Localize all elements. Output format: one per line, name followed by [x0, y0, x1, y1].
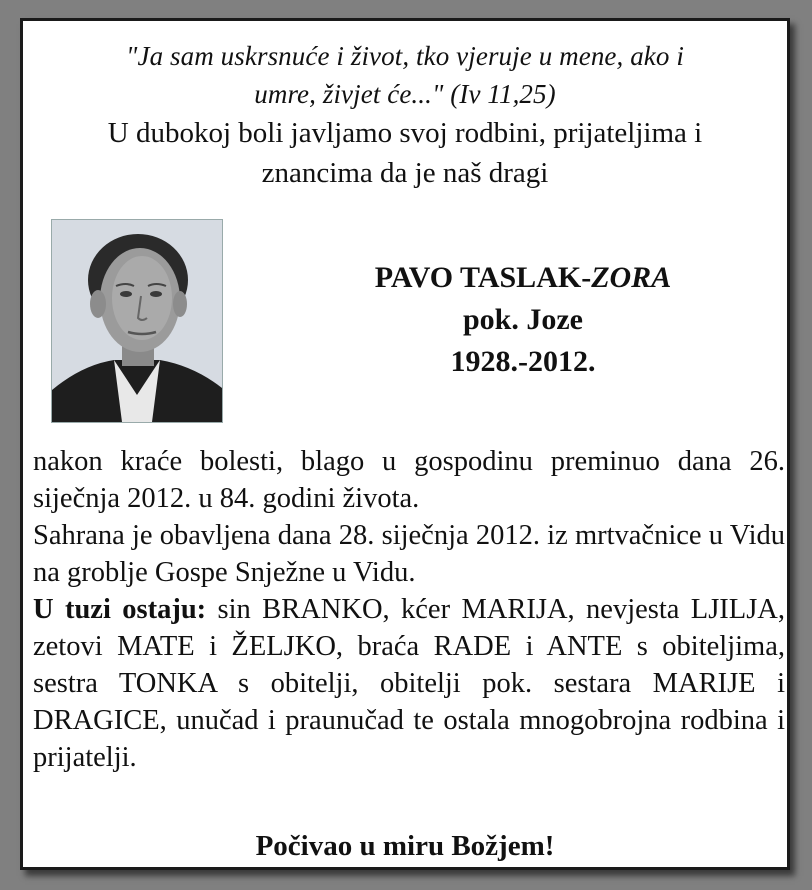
quote-line-1: "Ja sam uskrsnuće i život, tko vjeruje u mene, ako i — [126, 41, 684, 71]
obituary-body — [33, 443, 785, 776]
bible-quote — [23, 37, 787, 113]
portrait-photo — [51, 219, 223, 423]
funeral-paragraph: Sahrana je obavljena dana 28. siječnja 2012. iz mrtvačnice u Vidu na groblje Gospe Snježne u Vidu. — [33, 520, 785, 588]
obituary-card — [20, 18, 790, 870]
death-paragraph: nakon kraće bolesti, blago u gospodinu preminuo dana 26. siječnja 2012. u 84. godini života. — [33, 446, 785, 514]
announcement-intro — [23, 113, 787, 193]
deceased-name — [263, 257, 783, 299]
deceased-nickname: ZORA — [591, 261, 672, 294]
deceased-father: pok. Joze — [463, 303, 583, 336]
mourners-paragraph — [33, 591, 785, 776]
mourners-label: U tuzi ostaju: — [33, 594, 207, 625]
intro-line-2: znancima da je naš dragi — [261, 157, 549, 189]
closing-blessing: Počivao u miru Božjem! — [255, 830, 555, 862]
deceased-info — [263, 257, 783, 383]
deceased-surname: PAVO TASLAK- — [374, 261, 592, 294]
quote-line-2: umre, živjet će..." (Iv 11,25) — [254, 79, 556, 109]
mourners-list: sin BRANKO, kćer MARIJA, nevjesta LJILJA, zetovi MATE i ŽELJKO, braća RADE i ANTE s obiteljima, sestra TONKA s obitelji, obitelji pok. sestara MARIJE i DRAGICE, unučad i praunučad te ostala mnogobrojna rodbina i prijatelji. — [33, 594, 785, 773]
deceased-years: 1928.-2012. — [450, 345, 596, 378]
intro-line-1: U dubokoj boli javljamo svoj rodbini, prijateljima i — [107, 117, 703, 149]
